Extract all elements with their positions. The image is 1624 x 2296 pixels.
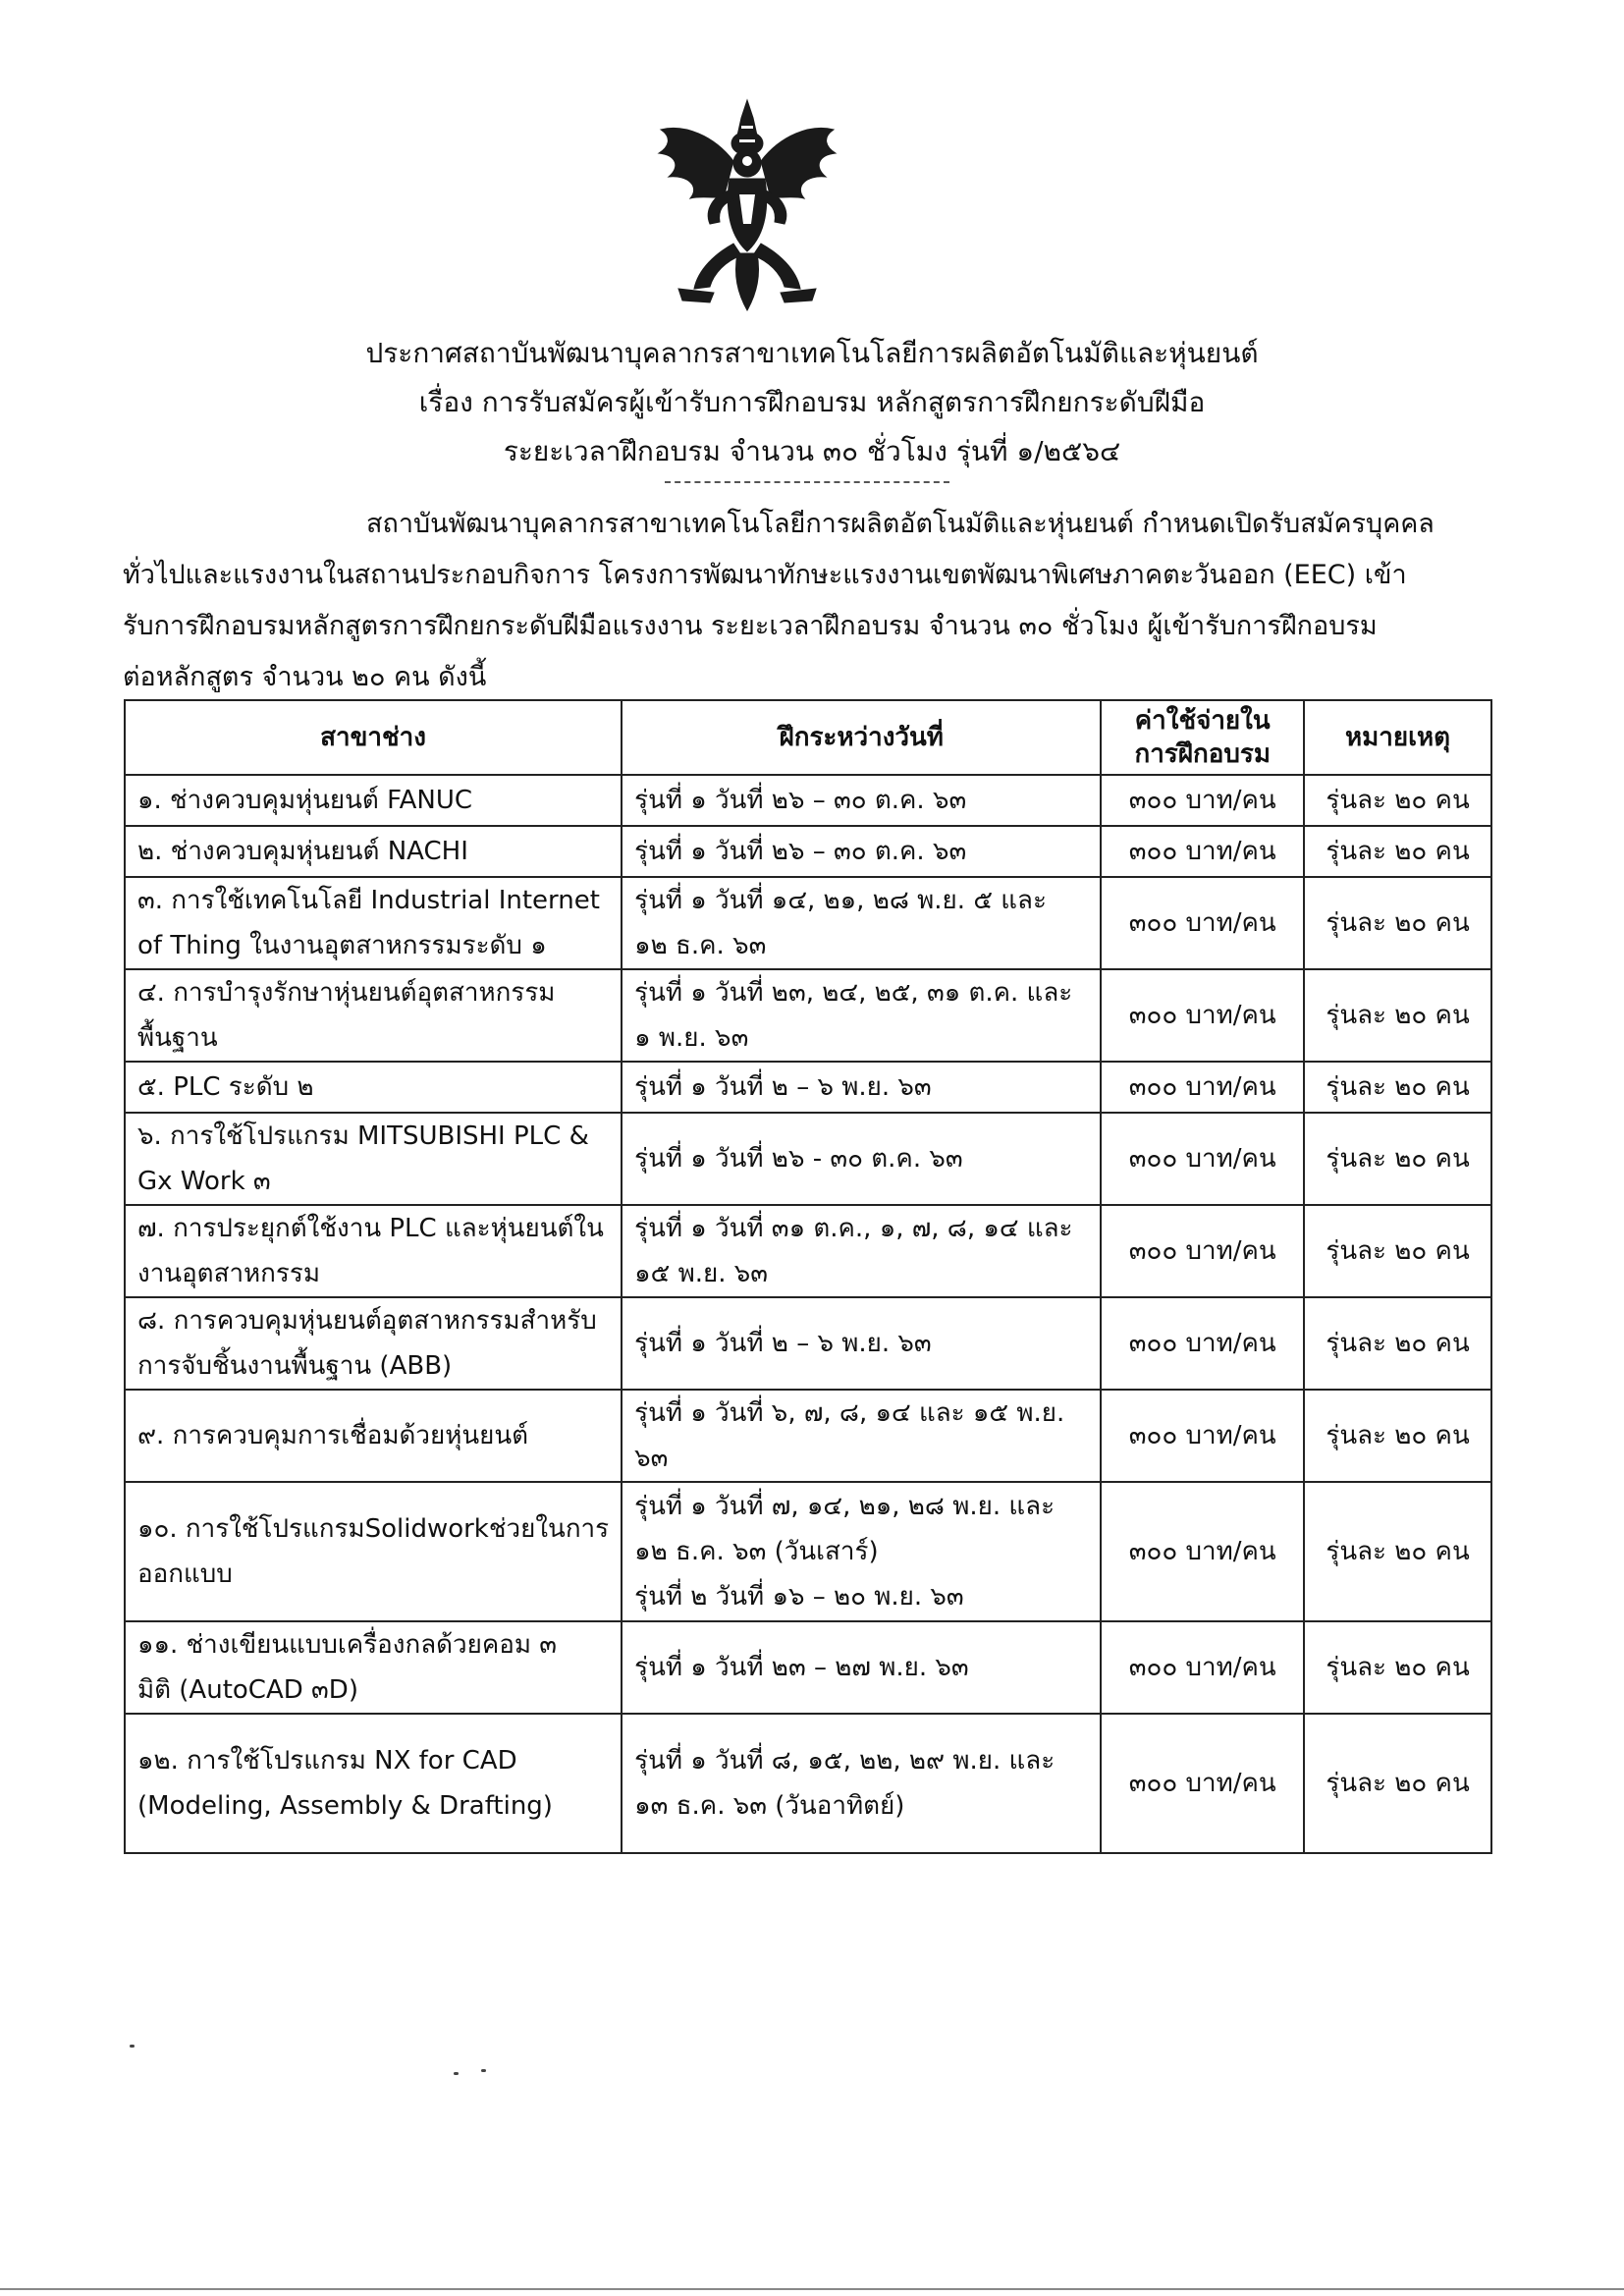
course-note-cell: รุ่นละ ๒๐ คน xyxy=(1304,1714,1491,1853)
course-name-line: ๓. การใช้เทคโนโลยี Industrial Internet xyxy=(137,886,600,915)
course-note-cell: รุ่นละ ๒๐ คน xyxy=(1304,1062,1491,1113)
course-note-cell: รุ่นละ ๒๐ คน xyxy=(1304,1113,1491,1205)
table-row xyxy=(125,877,1491,969)
table-row xyxy=(125,1297,1491,1390)
course-note-cell: รุ่นละ ๒๐ คน xyxy=(1304,877,1491,969)
intro-line-2: ทั่วไปและแรงงานในสถานประกอบกิจการ โครงการพัฒนาทักษะแรงงานเขตพัฒนาพิเศษภาคตะวันออก (EEC) เข้า xyxy=(123,560,1407,590)
course-name-line: ๔. การบำรุงรักษาหุ่นยนต์อุตสาหกรรม xyxy=(137,978,556,1008)
course-name-line: ๑๐. การใช้โปรแกรมSolidworkช่วยในการ xyxy=(137,1514,610,1544)
course-name-line: ๒. ช่างควบคุมหุ่นยนต์ NACHI xyxy=(137,837,468,866)
course-name-cell xyxy=(125,1205,622,1297)
course-dates-cell xyxy=(622,877,1101,969)
table-header-row xyxy=(125,700,1491,775)
course-name-cell xyxy=(125,969,622,1062)
header-cost-line-2: การฝึกอบรม xyxy=(1134,739,1271,769)
header-title: ประกาศสถาบันพัฒนาบุคลากรสาขาเทคโนโลยีการผลิตอัตโนมัติและหุ่นยนต์ xyxy=(365,337,1259,369)
course-dates-cell xyxy=(622,775,1101,826)
course-name-cell xyxy=(125,1390,622,1482)
course-name-line: ๘. การควบคุมหุ่นยนต์อุตสาหกรรมสำหรับ xyxy=(137,1306,597,1336)
course-name-line: ๑๑. ช่างเขียนแบบเครื่องกลด้วยคอม ๓ xyxy=(137,1630,558,1660)
course-date-line: รุ่นที่ ๑ วันที่ ๒๓ – ๒๗ พ.ย. ๖๓ xyxy=(634,1653,969,1682)
table-row xyxy=(125,1621,1491,1714)
course-name-line: พื้นฐาน xyxy=(137,1023,218,1053)
course-date-line: รุ่นที่ ๑ วันที่ ๓๑ ต.ค., ๑, ๗, ๘, ๑๔ และ xyxy=(634,1214,1073,1243)
header-duration: ระยะเวลาฝึกอบรม จำนวน ๓๐ ชั่วโมง รุ่นที่ ๑/๒๕๖๔ xyxy=(503,435,1121,467)
course-cost-cell: ๓๐๐ บาท/คน xyxy=(1101,1113,1304,1205)
course-date-line: รุ่นที่ ๑ วันที่ ๗, ๑๔, ๒๑, ๒๘ พ.ย. และ xyxy=(634,1492,1056,1521)
course-cost-cell: ๓๐๐ บาท/คน xyxy=(1101,1390,1304,1482)
course-dates-cell xyxy=(622,1714,1101,1853)
course-date-line: รุ่นที่ ๒ วันที่ ๑๖ – ๒๐ พ.ย. ๖๓ xyxy=(634,1582,964,1612)
course-cost-cell: ๓๐๐ บาท/คน xyxy=(1101,1482,1304,1621)
course-date-line: รุ่นที่ ๑ วันที่ ๒๓, ๒๔, ๒๕, ๓๑ ต.ค. และ xyxy=(634,978,1073,1008)
page-edge xyxy=(0,2288,1624,2290)
course-name-line: ๗. การประยุกต์ใช้งาน PLC และหุ่นยนต์ใน xyxy=(137,1214,604,1243)
header-subject: เรื่อง การรับสมัครผู้เข้ารับการฝึกอบรม หลักสูตรการฝึกยกระดับฝีมือ xyxy=(418,386,1206,418)
course-date-line: รุ่นที่ ๑ วันที่ ๒๖ - ๓๐ ต.ค. ๖๓ xyxy=(634,1144,963,1174)
course-date-line: รุ่นที่ ๑ วันที่ ๘, ๑๕, ๒๒, ๒๙ พ.ย. และ xyxy=(634,1746,1056,1776)
course-dates-cell xyxy=(622,1621,1101,1714)
table-row xyxy=(125,1062,1491,1113)
course-name-cell xyxy=(125,1113,622,1205)
course-name-cell xyxy=(125,775,622,826)
course-dates-cell xyxy=(622,1390,1101,1482)
course-name-line: ๑๒. การใช้โปรแกรม NX for CAD xyxy=(137,1746,517,1776)
course-date-line: รุ่นที่ ๑ วันที่ ๒ – ๖ พ.ย. ๖๓ xyxy=(634,1329,932,1358)
course-date-line: รุ่นที่ ๑ วันที่ ๒๖ – ๓๐ ต.ค. ๖๓ xyxy=(634,786,967,815)
course-date-line: ๑๓ ธ.ค. ๖๓ (วันอาทิตย์) xyxy=(634,1791,905,1821)
intro-line-1: สถาบันพัฒนาบุคลากรสาขาเทคโนโลยีการผลิตอัตโนมัติและหุ่นยนต์ กำหนดเปิดรับสมัครบุคคล xyxy=(366,509,1435,539)
header-branch: สาขาช่าง xyxy=(125,700,622,775)
course-note-cell: รุ่นละ ๒๐ คน xyxy=(1304,1482,1491,1621)
garuda-emblem-icon xyxy=(655,96,839,314)
course-name-line: ๑. ช่างควบคุมหุ่นยนต์ FANUC xyxy=(137,786,473,815)
intro-line-3: รับการฝึกอบรมหลักสูตรการฝึกยกระดับฝีมือแรงงาน ระยะเวลาฝึกอบรม จำนวน ๓๐ ชั่วโมง ผู้เข้ารับการฝึกอบรม xyxy=(123,611,1378,641)
course-date-line: รุ่นที่ ๑ วันที่ ๒๖ – ๓๐ ต.ค. ๖๓ xyxy=(634,837,967,866)
course-name-line: ๕. PLC ระดับ ๒ xyxy=(137,1072,314,1102)
course-cost-cell: ๓๐๐ บาท/คน xyxy=(1101,775,1304,826)
course-name-line: of Thing ในงานอุตสาหกรรมระดับ ๑ xyxy=(137,931,547,960)
course-note-cell: รุ่นละ ๒๐ คน xyxy=(1304,969,1491,1062)
course-date-line: ๖๓ xyxy=(634,1444,669,1473)
course-name-line: ๖. การใช้โปรแกรม MITSUBISHI PLC & xyxy=(137,1121,589,1151)
course-note-cell: รุ่นละ ๒๐ คน xyxy=(1304,1205,1491,1297)
course-table xyxy=(124,699,1492,1854)
course-note-cell: รุ่นละ ๒๐ คน xyxy=(1304,826,1491,877)
course-cost-cell: ๓๐๐ บาท/คน xyxy=(1101,1714,1304,1853)
scan-speck xyxy=(481,2069,486,2072)
course-dates-cell xyxy=(622,1205,1101,1297)
course-name-line: งานอุตสาหกรรม xyxy=(137,1259,320,1288)
course-dates-cell xyxy=(622,826,1101,877)
course-dates-cell xyxy=(622,1062,1101,1113)
course-name-cell xyxy=(125,877,622,969)
course-cost-cell: ๓๐๐ บาท/คน xyxy=(1101,969,1304,1062)
course-dates-cell xyxy=(622,1297,1101,1390)
course-cost-cell: ๓๐๐ บาท/คน xyxy=(1101,826,1304,877)
header-dates: ฝึกระหว่างวันที่ xyxy=(622,700,1101,775)
course-date-line: รุ่นที่ ๑ วันที่ ๑๔, ๒๑, ๒๘ พ.ย. ๕ และ xyxy=(634,886,1047,915)
course-cost-cell: ๓๐๐ บาท/คน xyxy=(1101,877,1304,969)
course-note-cell: รุ่นละ ๒๐ คน xyxy=(1304,1297,1491,1390)
table-row xyxy=(125,826,1491,877)
table-row xyxy=(125,1390,1491,1482)
course-name-line: ๙. การควบคุมการเชื่อมด้วยหุ่นยนต์ xyxy=(137,1421,529,1450)
course-cost-cell: ๓๐๐ บาท/คน xyxy=(1101,1062,1304,1113)
course-note-cell: รุ่นละ ๒๐ คน xyxy=(1304,775,1491,826)
course-name-cell xyxy=(125,1714,622,1853)
course-cost-cell: ๓๐๐ บาท/คน xyxy=(1101,1621,1304,1714)
table-row xyxy=(125,1482,1491,1621)
course-date-line: ๑ พ.ย. ๖๓ xyxy=(634,1023,749,1053)
table-row xyxy=(125,1205,1491,1297)
header-cost xyxy=(1101,700,1304,775)
course-date-line: รุ่นที่ ๑ วันที่ ๖, ๗, ๘, ๑๔ และ ๑๕ พ.ย. xyxy=(634,1398,1065,1428)
intro-paragraph xyxy=(123,499,1435,703)
course-name-line: (Modeling, Assembly & Drafting) xyxy=(137,1791,553,1821)
course-name-cell xyxy=(125,1621,622,1714)
course-note-cell: รุ่นละ ๒๐ คน xyxy=(1304,1621,1491,1714)
header-divider xyxy=(665,481,949,483)
course-date-line: ๑๒ ธ.ค. ๖๓ (วันเสาร์) xyxy=(634,1537,879,1566)
course-name-line: Gx Work ๓ xyxy=(137,1167,271,1196)
course-name-line: การจับชิ้นงานพื้นฐาน (ABB) xyxy=(137,1351,453,1381)
course-date-line: รุ่นที่ ๑ วันที่ ๒ – ๖ พ.ย. ๖๓ xyxy=(634,1072,932,1102)
intro-line-4: ต่อหลักสูตร จำนวน ๒๐ คน ดังนี้ xyxy=(123,662,487,692)
course-name-cell xyxy=(125,1062,622,1113)
course-dates-cell xyxy=(622,1113,1101,1205)
course-name-cell xyxy=(125,826,622,877)
table-row xyxy=(125,1714,1491,1853)
course-dates-cell xyxy=(622,1482,1101,1621)
course-name-cell xyxy=(125,1297,622,1390)
table-row xyxy=(125,775,1491,826)
course-dates-cell xyxy=(622,969,1101,1062)
header-cost-line-1: ค่าใช้จ่ายใน xyxy=(1134,706,1271,736)
course-name-line: มิติ (AutoCAD ๓D) xyxy=(137,1675,358,1705)
scan-speck xyxy=(454,2072,459,2075)
table-body xyxy=(125,775,1491,1853)
table-row xyxy=(125,969,1491,1062)
course-cost-cell: ๓๐๐ บาท/คน xyxy=(1101,1205,1304,1297)
course-name-cell xyxy=(125,1482,622,1621)
course-date-line: ๑๕ พ.ย. ๖๓ xyxy=(634,1259,769,1288)
announcement-header xyxy=(0,329,1624,476)
course-name-line: ออกแบบ xyxy=(137,1559,233,1589)
course-date-line: ๑๒ ธ.ค. ๖๓ xyxy=(634,931,767,960)
course-cost-cell: ๓๐๐ บาท/คน xyxy=(1101,1297,1304,1390)
course-note-cell: รุ่นละ ๒๐ คน xyxy=(1304,1390,1491,1482)
scan-speck xyxy=(130,2045,135,2048)
header-note: หมายเหตุ xyxy=(1304,700,1491,775)
table-row xyxy=(125,1113,1491,1205)
